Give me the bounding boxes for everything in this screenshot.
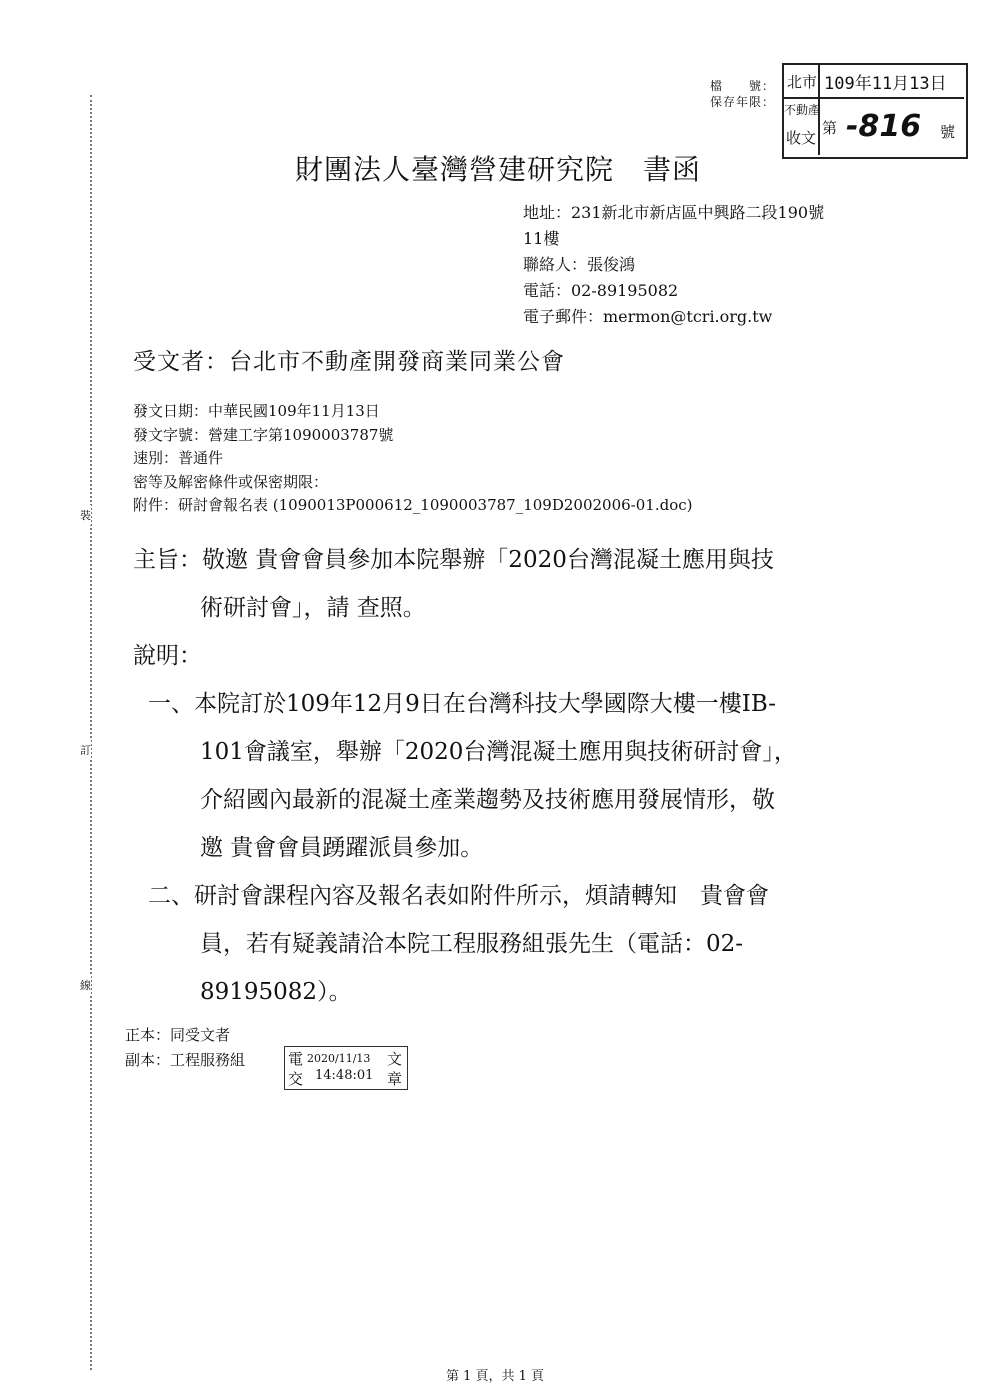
binding-mark-ding: 訂 — [80, 740, 91, 760]
item1-line3: 介紹國內最新的混凝土產業趨勢及技術應用發展情形，敬 — [200, 787, 775, 813]
item1-line4: 邀 貴會會員踴躍派員參加。 — [200, 835, 484, 861]
binding-mark-zhuang: 裝 — [80, 505, 91, 525]
file-number-label: 檔 號： — [709, 79, 775, 93]
urgency: 速別：普通件 — [133, 449, 224, 467]
item1-line1: 一、本院訂於109年12月9日在台灣科技大學國際大樓一樓IB- — [148, 691, 776, 717]
retention-label: 保存年限： — [709, 95, 775, 109]
contact-person: 聯絡人：張俊鴻 — [523, 255, 636, 274]
item2-line3: 89195082）。 — [200, 979, 352, 1005]
stamp-number: -816 — [846, 109, 922, 144]
item2-line2: 員，若有疑義請洽本院工程服務組張先生（電話：02- — [200, 931, 744, 957]
stamp-recv: 收文 — [786, 129, 817, 147]
subject-line2: 術研討會」，請 查照。 — [200, 595, 426, 621]
phone: 電話：02-89195082 — [523, 281, 679, 300]
receipt-stamp — [782, 63, 968, 159]
stamp-hao: 號 — [940, 123, 956, 141]
issue-number: 發文字號：營建工字第1090003787號 — [133, 425, 394, 444]
address-line2: 11樓 — [523, 229, 560, 248]
sender-address-block — [523, 200, 824, 330]
duplicate-copy: 副本：工程服務組 — [125, 1051, 246, 1069]
attachment: 附件：研討會報名表 (1090013P000612_1090003787_109D2002006-01.doc) — [133, 496, 693, 514]
email: 電子郵件：mermon@tcri.org.tw — [523, 307, 773, 326]
subject-line1: 主旨：敬邀 貴會會員參加本院舉辦「2020台灣混凝土應用與技 — [133, 547, 774, 573]
document-meta — [133, 400, 692, 518]
document-title: 財團法人臺灣營建研究院 書函 — [295, 153, 702, 186]
copies-block — [125, 1023, 245, 1073]
estamp-left-top: 電 — [288, 1050, 304, 1068]
item1-line2: 101會議室，舉辦「2020台灣混凝土應用與技術研討會」， — [200, 739, 797, 765]
file-labels — [700, 78, 775, 110]
estamp-right-bottom: 章 — [387, 1070, 403, 1088]
stamp-date: 109年11月13日 — [824, 74, 947, 94]
address-line1: 地址：231新北市新店區中興路二段190號 — [523, 203, 825, 222]
estamp-datetime-date: 2020/11/13 — [307, 1052, 371, 1065]
binding-mark-xian: 線 — [80, 975, 91, 995]
binding-dotted-line — [90, 95, 92, 1370]
recipient: 受文者：台北市不動產開發商業同業公會 — [133, 349, 565, 375]
issue-date: 發文日期：中華民國109年11月13日 — [133, 402, 380, 420]
estamp-right-top: 文 — [387, 1050, 403, 1068]
page-footer: 第 1 頁，共 1 頁 — [445, 1369, 545, 1384]
explanation-label: 說明： — [133, 643, 202, 669]
item2-line1: 二、研討會課程內容及報名表如附件所示，煩請轉知 貴會會 — [148, 883, 769, 909]
stamp-di: 第 — [822, 119, 838, 137]
electronic-exchange-stamp — [284, 1046, 408, 1090]
stamp-org-bottom: 不動產 — [784, 103, 821, 117]
stamp-org-top: 北市 — [787, 73, 818, 91]
estamp-left-bottom: 交 — [288, 1070, 304, 1088]
confidentiality: 密等及解密條件或保密期限： — [133, 472, 329, 491]
estamp-datetime-time: 14:48:01 — [315, 1068, 374, 1083]
original-copy: 正本：同受文者 — [125, 1026, 231, 1044]
